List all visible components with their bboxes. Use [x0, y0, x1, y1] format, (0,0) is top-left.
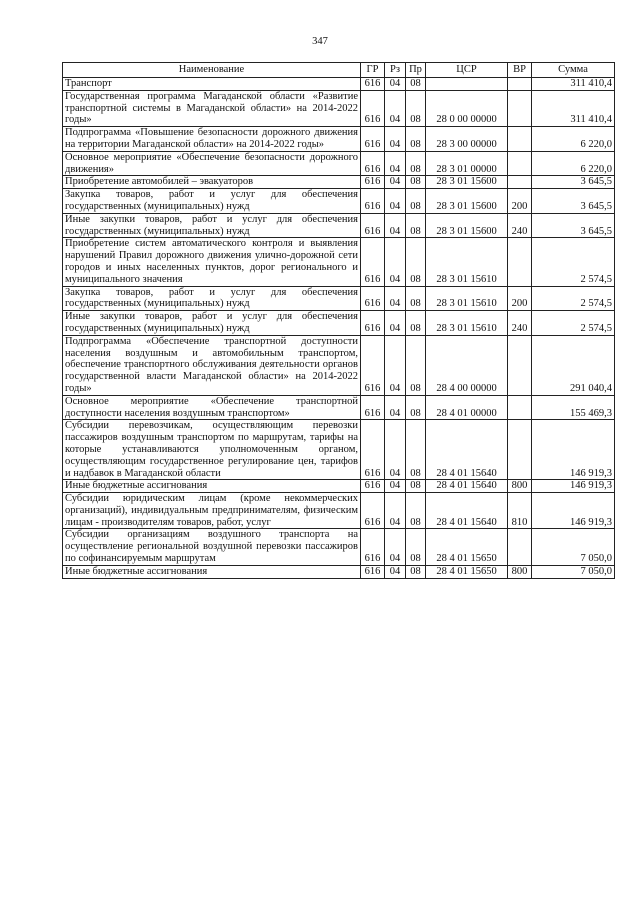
cell-rz: 04 [385, 395, 406, 420]
cell-gr: 616 [361, 529, 385, 565]
cell-csr: 28 3 01 15600 [426, 176, 508, 189]
cell-name: Приобретение систем автоматического контроля и выявления нарушений Правил дорожного движения улично-дорожной сети городов и иных населенных пунктов, дорог регионального и муниципального значения [63, 238, 361, 286]
cell-name: Закупка товаров, работ и услуг для обеспечения государственных (муниципальных) нужд [63, 189, 361, 214]
table-row [63, 78, 615, 91]
cell-name: Приобретение автомобилей – эвакуаторов [63, 176, 361, 189]
cell-csr: 28 4 01 15640 [426, 493, 508, 529]
cell-gr: 616 [361, 127, 385, 152]
cell-csr: 28 3 01 15600 [426, 189, 508, 214]
cell-pr: 08 [406, 335, 426, 395]
cell-name: Государственная программа Магаданской области «Развитие транспортной системы в Магаданской области» на 2014-2022 годы» [63, 90, 361, 126]
cell-name: Основное мероприятие «Обеспечение безопасности дорожного движения» [63, 151, 361, 176]
table-body [63, 78, 615, 579]
cell-sum: 3 645,5 [532, 213, 615, 238]
cell-pr: 08 [406, 78, 426, 91]
cell-vr [508, 176, 532, 189]
cell-sum: 3 645,5 [532, 189, 615, 214]
cell-rz: 04 [385, 493, 406, 529]
table-row [63, 420, 615, 480]
cell-sum: 6 220,0 [532, 151, 615, 176]
cell-rz: 04 [385, 529, 406, 565]
cell-rz: 04 [385, 151, 406, 176]
cell-pr: 08 [406, 90, 426, 126]
cell-gr: 616 [361, 493, 385, 529]
table-row [63, 176, 615, 189]
cell-gr: 616 [361, 420, 385, 480]
table-row [63, 213, 615, 238]
cell-pr: 08 [406, 395, 426, 420]
cell-sum: 146 919,3 [532, 493, 615, 529]
table-row [63, 90, 615, 126]
cell-pr: 08 [406, 286, 426, 311]
cell-gr: 616 [361, 238, 385, 286]
cell-sum: 291 040,4 [532, 335, 615, 395]
cell-rz: 04 [385, 420, 406, 480]
cell-rz: 04 [385, 78, 406, 91]
cell-sum: 2 574,5 [532, 311, 615, 336]
cell-sum: 7 050,0 [532, 529, 615, 565]
cell-pr: 08 [406, 213, 426, 238]
header-csr: ЦСР [426, 63, 508, 78]
budget-table [62, 62, 615, 579]
header-gr: ГР [361, 63, 385, 78]
table-row [63, 493, 615, 529]
header-pr: Пр [406, 63, 426, 78]
table-row [63, 395, 615, 420]
cell-gr: 616 [361, 151, 385, 176]
cell-csr: 28 3 01 15610 [426, 238, 508, 286]
cell-vr [508, 529, 532, 565]
cell-sum: 2 574,5 [532, 286, 615, 311]
cell-pr: 08 [406, 189, 426, 214]
cell-name: Иные бюджетные ассигнования [63, 565, 361, 578]
cell-csr [426, 78, 508, 91]
cell-vr: 240 [508, 311, 532, 336]
table-row [63, 238, 615, 286]
cell-gr: 616 [361, 213, 385, 238]
cell-name: Иные закупки товаров, работ и услуг для обеспечения государственных (муниципальных) нужд [63, 311, 361, 336]
cell-vr: 240 [508, 213, 532, 238]
cell-rz: 04 [385, 311, 406, 336]
table-header [63, 63, 615, 78]
cell-vr [508, 420, 532, 480]
cell-rz: 04 [385, 189, 406, 214]
header-vr: ВР [508, 63, 532, 78]
cell-vr [508, 127, 532, 152]
cell-csr: 28 4 01 15640 [426, 480, 508, 493]
cell-pr: 08 [406, 176, 426, 189]
cell-rz: 04 [385, 286, 406, 311]
table-row [63, 565, 615, 578]
cell-gr: 616 [361, 480, 385, 493]
cell-rz: 04 [385, 127, 406, 152]
cell-rz: 04 [385, 213, 406, 238]
cell-vr [508, 78, 532, 91]
cell-rz: 04 [385, 176, 406, 189]
cell-vr [508, 90, 532, 126]
header-row [63, 63, 615, 78]
cell-gr: 616 [361, 176, 385, 189]
cell-csr: 28 3 01 00000 [426, 151, 508, 176]
cell-name: Подпрограмма «Повышение безопасности дорожного движения на территории Магаданской области» на 2014-2022 годы» [63, 127, 361, 152]
cell-pr: 08 [406, 127, 426, 152]
cell-name: Субсидии перевозчикам, осуществляющим перевозки пассажиров воздушным транспортом по маршрутам, тарифы на которые устанавливаются уполномоченным органом, осуществляющим государственное регулирование цен, тарифов и надбавок в Магаданской области [63, 420, 361, 480]
cell-sum: 311 410,4 [532, 90, 615, 126]
cell-sum: 311 410,4 [532, 78, 615, 91]
cell-csr: 28 0 00 00000 [426, 90, 508, 126]
cell-pr: 08 [406, 311, 426, 336]
table-row [63, 189, 615, 214]
cell-name: Подпрограмма «Обеспечение транспортной доступности населения воздушным и автомобильным транспортом, обеспечение транспортного обслуживания деятельности органов государственной власти Магаданской области» на 2014-2022 годы» [63, 335, 361, 395]
cell-csr: 28 3 01 15610 [426, 286, 508, 311]
cell-vr: 800 [508, 565, 532, 578]
table-row [63, 311, 615, 336]
cell-gr: 616 [361, 395, 385, 420]
cell-vr: 800 [508, 480, 532, 493]
cell-pr: 08 [406, 238, 426, 286]
cell-gr: 616 [361, 286, 385, 311]
cell-sum: 146 919,3 [532, 420, 615, 480]
cell-csr: 28 3 01 15600 [426, 213, 508, 238]
cell-csr: 28 3 00 00000 [426, 127, 508, 152]
cell-sum: 2 574,5 [532, 238, 615, 286]
cell-name: Иные бюджетные ассигнования [63, 480, 361, 493]
cell-gr: 616 [361, 90, 385, 126]
cell-gr: 616 [361, 565, 385, 578]
table-row [63, 335, 615, 395]
cell-csr: 28 4 01 15650 [426, 529, 508, 565]
cell-rz: 04 [385, 565, 406, 578]
cell-name: Субсидии юридическим лицам (кроме некоммерческих организаций), индивидуальным предпринимателям, физическим лицам - производителям товаров, работ, услуг [63, 493, 361, 529]
cell-csr: 28 4 01 00000 [426, 395, 508, 420]
cell-pr: 08 [406, 420, 426, 480]
cell-csr: 28 3 01 15610 [426, 311, 508, 336]
cell-sum: 146 919,3 [532, 480, 615, 493]
cell-sum: 3 645,5 [532, 176, 615, 189]
cell-csr: 28 4 01 15650 [426, 565, 508, 578]
cell-sum: 7 050,0 [532, 565, 615, 578]
cell-gr: 616 [361, 78, 385, 91]
cell-name: Закупка товаров, работ и услуг для обеспечения государственных (муниципальных) нужд [63, 286, 361, 311]
cell-vr: 810 [508, 493, 532, 529]
table-row [63, 480, 615, 493]
cell-csr: 28 4 01 15640 [426, 420, 508, 480]
cell-csr: 28 4 00 00000 [426, 335, 508, 395]
cell-gr: 616 [361, 335, 385, 395]
header-name: Наименование [63, 63, 361, 78]
cell-vr [508, 151, 532, 176]
cell-vr [508, 395, 532, 420]
cell-rz: 04 [385, 238, 406, 286]
cell-rz: 04 [385, 480, 406, 493]
table-row [63, 127, 615, 152]
cell-name: Основное мероприятие «Обеспечение транспортной доступности населения воздушным транспортом» [63, 395, 361, 420]
cell-gr: 616 [361, 189, 385, 214]
page-number: 347 [312, 36, 328, 47]
cell-pr: 08 [406, 151, 426, 176]
cell-pr: 08 [406, 480, 426, 493]
cell-pr: 08 [406, 529, 426, 565]
cell-sum: 6 220,0 [532, 127, 615, 152]
cell-gr: 616 [361, 311, 385, 336]
cell-vr: 200 [508, 286, 532, 311]
cell-sum: 155 469,3 [532, 395, 615, 420]
cell-pr: 08 [406, 565, 426, 578]
cell-rz: 04 [385, 90, 406, 126]
header-sum: Сумма [532, 63, 615, 78]
cell-vr [508, 335, 532, 395]
table-row [63, 529, 615, 565]
cell-name: Транспорт [63, 78, 361, 91]
header-rz: Рз [385, 63, 406, 78]
cell-vr [508, 238, 532, 286]
cell-name: Иные закупки товаров, работ и услуг для обеспечения государственных (муниципальных) нужд [63, 213, 361, 238]
table-row [63, 286, 615, 311]
cell-rz: 04 [385, 335, 406, 395]
cell-vr: 200 [508, 189, 532, 214]
table-row [63, 151, 615, 176]
cell-name: Субсидии организациям воздушного транспорта на осуществление региональной воздушной перевозки пассажиров по софинансируемым маршрутам [63, 529, 361, 565]
cell-pr: 08 [406, 493, 426, 529]
